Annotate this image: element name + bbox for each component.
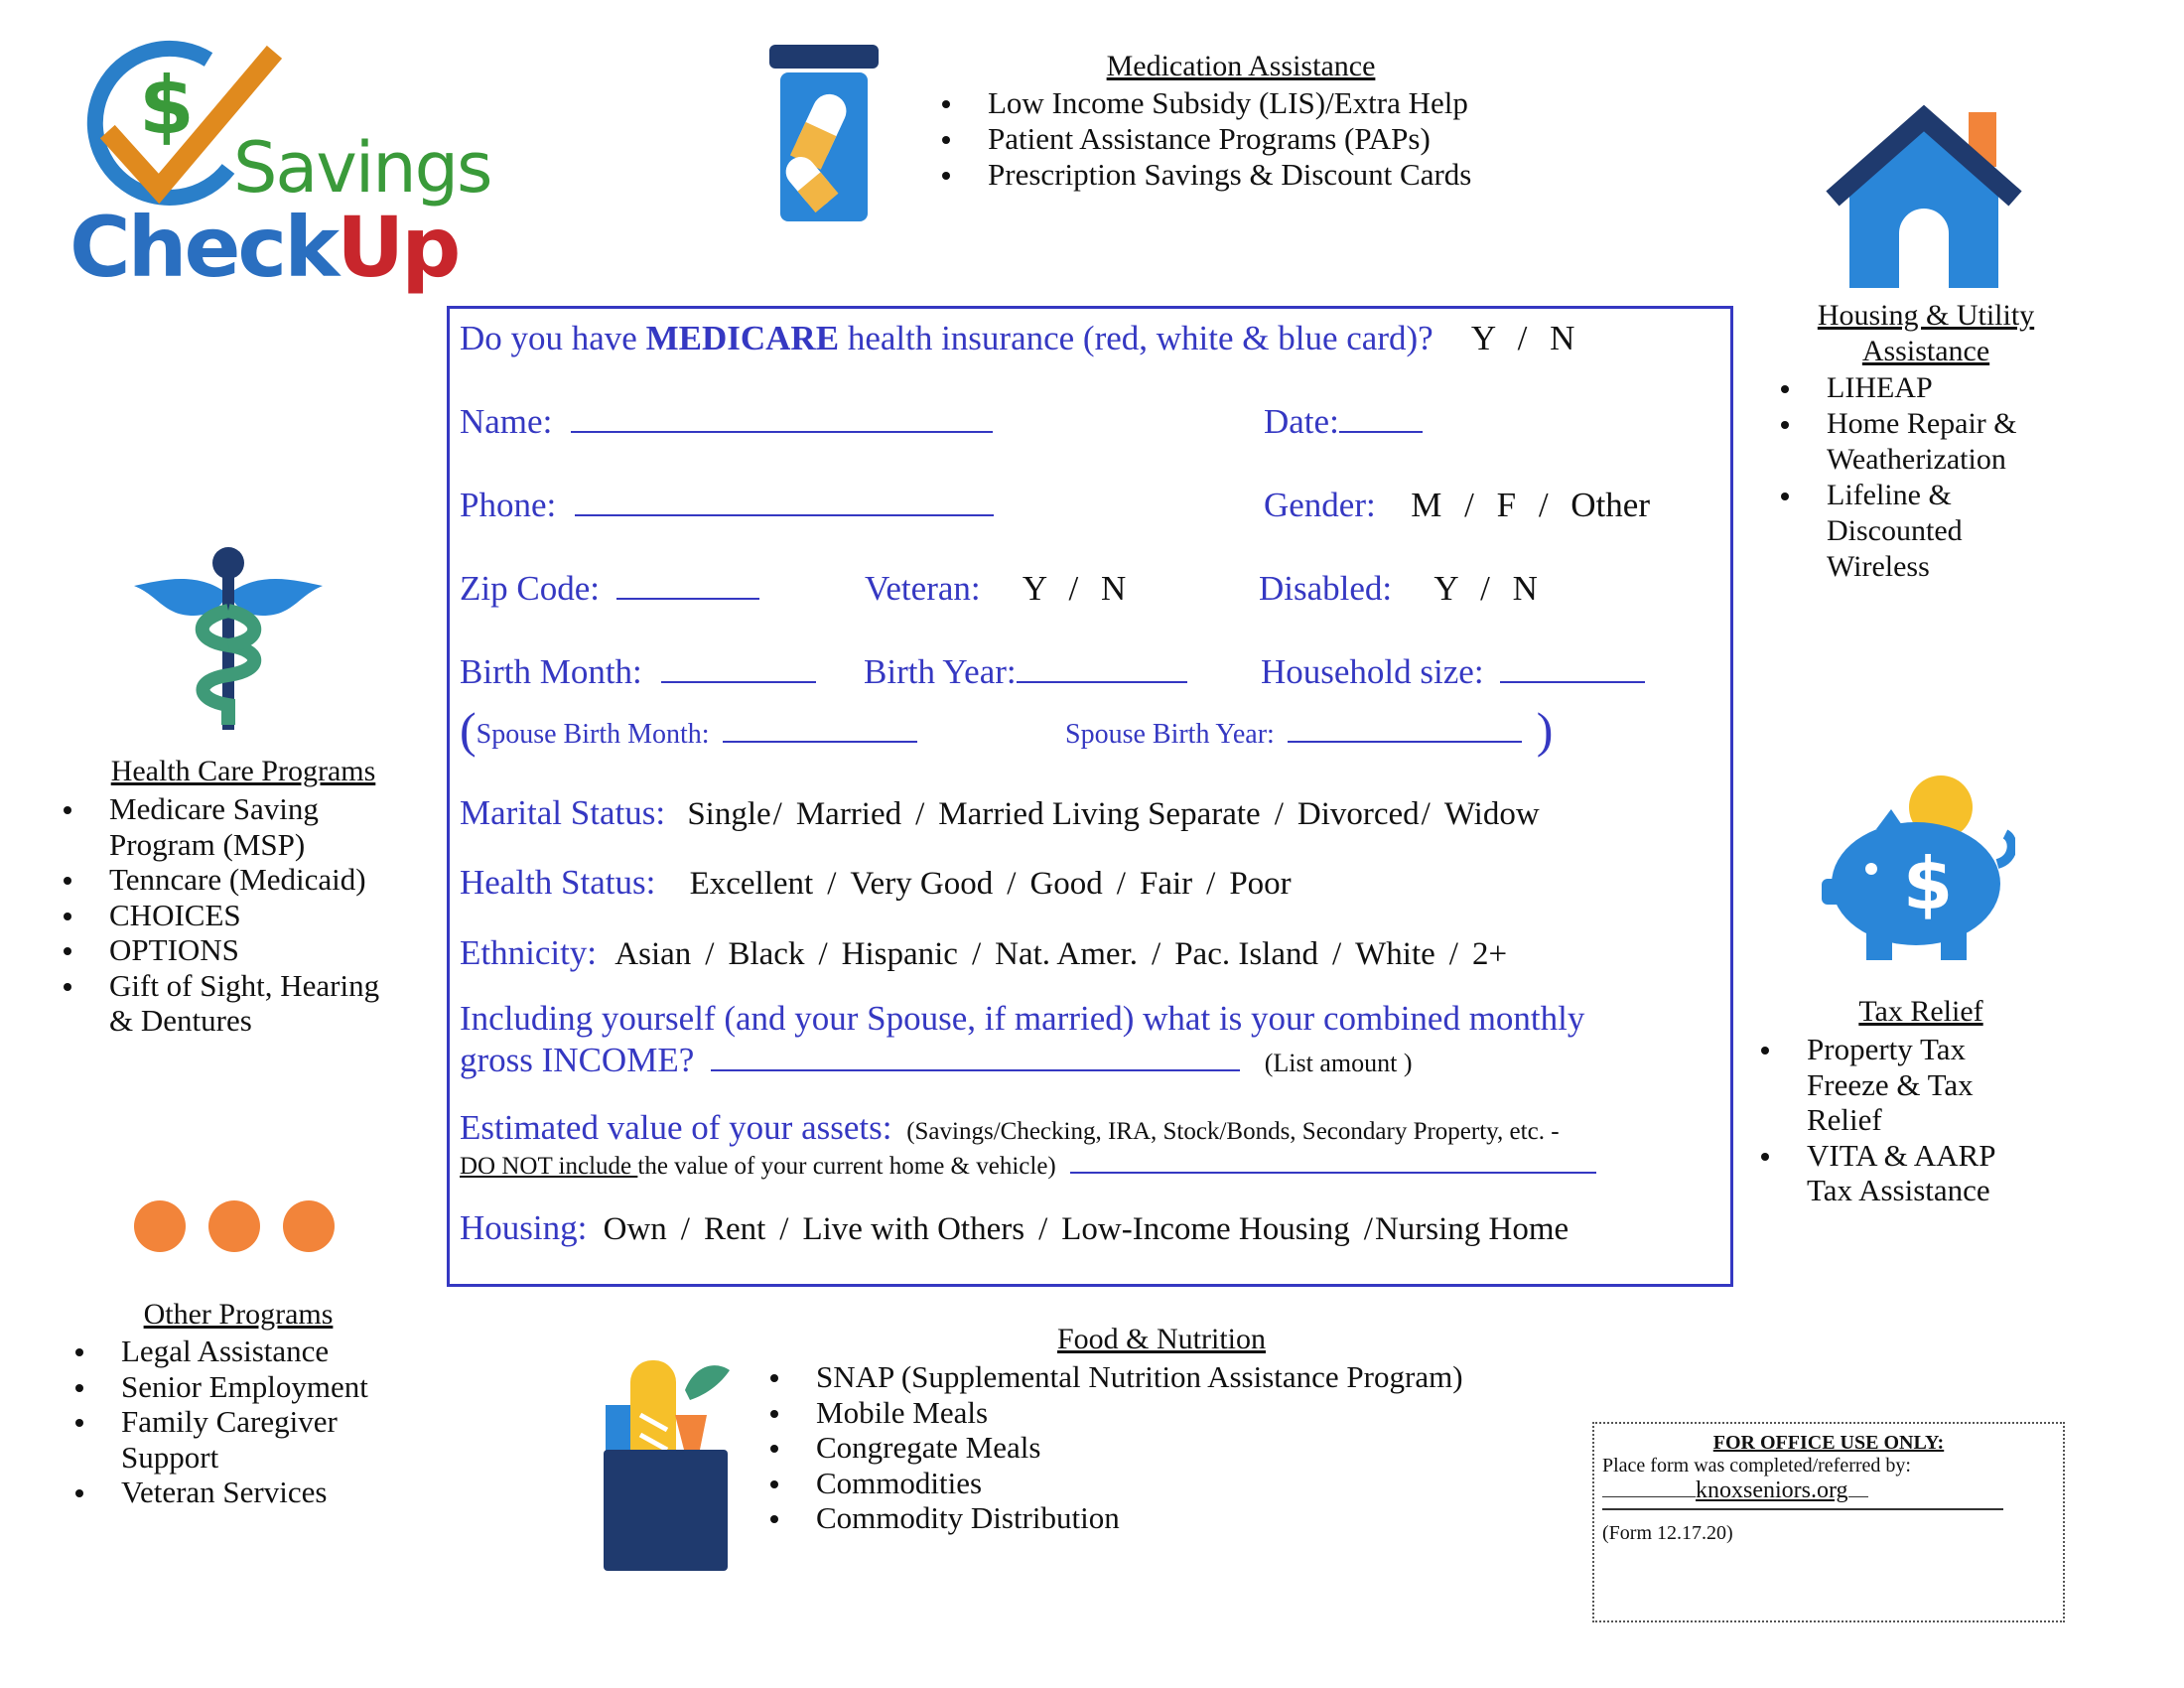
birth-month-row: Birth Month: [460, 652, 816, 692]
logo-checkup-text: CheckUp [69, 199, 459, 296]
list-item: Commodities [766, 1466, 1580, 1501]
list-item: Legal Assistance [71, 1334, 449, 1369]
savings-checkup-logo [69, 30, 491, 298]
house-icon [1825, 104, 2023, 293]
list-item: SNAP (Supplemental Nutrition Assistance Program) [766, 1359, 1580, 1395]
list-item: VITA & AARP Tax Assistance [1757, 1138, 2075, 1208]
ethnicity-nat-amer[interactable]: Nat. Amer. [995, 936, 1139, 972]
health-excellent[interactable]: Excellent [689, 866, 814, 902]
list-item: Tenncare (Medicaid) [60, 862, 437, 898]
list-item: Mobile Meals [766, 1395, 1580, 1431]
svg-text:$: $ [1902, 842, 1954, 925]
name-row: Name: [460, 402, 993, 442]
birth-month-field[interactable] [661, 680, 816, 683]
phone-row: Phone: [460, 486, 994, 525]
marital-divorced[interactable]: Divorced [1297, 796, 1420, 832]
food-list [766, 1359, 1580, 1536]
form-id: (Form 12.17.20) [1602, 1522, 1733, 1544]
disabled-no[interactable]: N [1512, 569, 1538, 608]
birth-year-field[interactable] [1017, 680, 1187, 683]
list-item: LIHEAP [1777, 370, 2095, 406]
zip-field[interactable] [616, 597, 759, 600]
gender-row: Gender: M / F / Other [1264, 486, 1650, 524]
list-item: Veteran Services [71, 1475, 449, 1510]
gender-m[interactable]: M [1411, 486, 1442, 524]
intake-form [447, 306, 1733, 1287]
list-item: Lifeline & Discounted Wireless [1777, 478, 2095, 585]
other-programs-title: Other Programs [143, 1298, 334, 1331]
housing-rent[interactable]: Rent [703, 1211, 766, 1247]
medicare-no[interactable]: N [1550, 319, 1575, 357]
tax-relief-list [1757, 1032, 2075, 1208]
marital-single[interactable]: Single [687, 796, 771, 832]
list-item: Property Tax Freeze & Tax Relief [1757, 1032, 2075, 1138]
list-item: Gift of Sight, Hearing & Dentures [60, 968, 437, 1039]
office-site: knoxseniors.org [1602, 1477, 2003, 1510]
office-line: Place form was completed/referred by: [1602, 1455, 1911, 1477]
list-item: Patient Assistance Programs (PAPs) [938, 121, 1554, 157]
list-item: Congregate Meals [766, 1430, 1580, 1466]
health-row: Health Status: Excellent / Very Good / Good / Fair / Poor [460, 863, 1292, 902]
list-item: CHOICES [60, 898, 437, 933]
zip-row: Zip Code: [460, 569, 759, 609]
office-use-box [1592, 1422, 2065, 1622]
household-field[interactable] [1500, 680, 1645, 683]
other-programs-list [71, 1334, 449, 1510]
ethnicity-black[interactable]: Black [728, 936, 805, 972]
marital-married[interactable]: Married [795, 796, 902, 832]
date-row: Date: [1264, 402, 1423, 442]
income-question: Including yourself (and your Spouse, if married) what is your combined monthly [460, 999, 1585, 1038]
household-row: Household size: [1261, 652, 1645, 692]
veteran-yes[interactable]: Y [1022, 569, 1046, 608]
medication-title: Medication Assistance [1106, 50, 1376, 82]
ethnicity-pac-island[interactable]: Pac. Island [1174, 936, 1318, 972]
income-field[interactable] [711, 1068, 1240, 1071]
caduceus-icon [134, 541, 323, 735]
list-item: Low Income Subsidy (LIS)/Extra Help [938, 85, 1554, 121]
birth-year-row: Birth Year: [864, 652, 1187, 692]
gender-other[interactable]: Other [1570, 486, 1650, 524]
spouse-year-row: Spouse Birth Year: ) [1065, 702, 1554, 758]
grocery-bag-icon [596, 1355, 754, 1579]
health-very-good[interactable]: Very Good [850, 866, 994, 902]
list-item: Commodity Distribution [766, 1500, 1580, 1536]
housing-row: Housing: Own / Rent / Live with Others / Low-Income Housing /Nursing Home [460, 1208, 1570, 1247]
list-item: Family Caregiver Support [71, 1404, 449, 1475]
list-item: Home Repair & Weatherization [1777, 406, 2095, 478]
income-row: gross INCOME? (List amount ) [460, 1041, 1413, 1079]
health-poor[interactable]: Poor [1229, 866, 1292, 902]
ethnicity-two-plus[interactable]: 2+ [1471, 936, 1508, 972]
veteran-no[interactable]: N [1101, 569, 1127, 608]
logo-dollar: $ [139, 60, 195, 152]
list-item: Medicare Saving Program (MSP) [60, 791, 437, 862]
housing-list [1777, 370, 2095, 585]
food-title: Food & Nutrition [1056, 1323, 1266, 1355]
phone-field[interactable] [575, 513, 994, 516]
tax-relief-title: Tax Relief [1858, 995, 1983, 1028]
health-fair[interactable]: Fair [1139, 866, 1193, 902]
ethnicity-hispanic[interactable]: Hispanic [841, 936, 958, 972]
marital-row: Marital Status: Single/ Married / Married Living Separate / Divorced/ Widow [460, 793, 1540, 832]
ethnicity-asian[interactable]: Asian [614, 936, 692, 972]
veteran-row: Veteran: Y / N [865, 569, 1127, 608]
piggy-bank-icon [1817, 770, 2015, 973]
assets-row: Estimated value of your assets: (Savings/Checking, IRA, Stock/Bonds, Secondary Property, etc. - [460, 1108, 1560, 1147]
assets-note-row: DO NOT include the value of your current home & vehicle) [460, 1153, 1596, 1181]
name-field[interactable] [571, 430, 993, 433]
list-item: Senior Employment [71, 1369, 449, 1405]
list-item: OPTIONS [60, 932, 437, 968]
housing-low-income[interactable]: Low-Income Housing [1061, 1211, 1350, 1247]
list-item: Prescription Savings & Discount Cards [938, 157, 1554, 193]
marital-widow[interactable]: Widow [1443, 796, 1540, 832]
dots-icon [132, 1198, 341, 1259]
disabled-row: Disabled: Y / N [1259, 569, 1538, 608]
date-field[interactable] [1339, 430, 1423, 433]
health-good[interactable]: Good [1029, 866, 1103, 902]
medicare-question: Do you have MEDICARE health insurance (red, white & blue card)? Y / N [460, 319, 1575, 357]
housing-nursing-home[interactable]: Nursing Home [1374, 1211, 1570, 1247]
disabled-yes[interactable]: Y [1433, 569, 1458, 608]
spouse-year-field[interactable] [1288, 740, 1522, 743]
health-care-title: Health Care Programs [110, 755, 376, 787]
spouse-row: (Spouse Birth Month: [460, 701, 917, 759]
housing-own[interactable]: Own [603, 1211, 667, 1247]
housing-title: Housing & Utility Assistance [1817, 299, 2035, 367]
office-title: FOR OFFICE USE ONLY: [1712, 1432, 1945, 1454]
gender-f[interactable]: F [1496, 486, 1517, 524]
assets-field[interactable] [1070, 1171, 1596, 1174]
spouse-month-field[interactable] [723, 740, 917, 743]
ethnicity-row: Ethnicity: Asian / Black / Hispanic / Nat. Amer. / Pac. Island / White / 2+ [460, 933, 1508, 972]
medicare-yes[interactable]: Y [1470, 319, 1495, 357]
health-care-list [60, 791, 437, 1039]
logo-savings-text: Savings [233, 127, 491, 209]
ethnicity-white[interactable]: White [1355, 936, 1435, 972]
marital-separate[interactable]: Married Living Separate [938, 796, 1261, 832]
housing-live-with-others[interactable]: Live with Others [802, 1211, 1025, 1247]
pill-bottle-icon [764, 45, 884, 228]
medication-list [938, 85, 1554, 193]
